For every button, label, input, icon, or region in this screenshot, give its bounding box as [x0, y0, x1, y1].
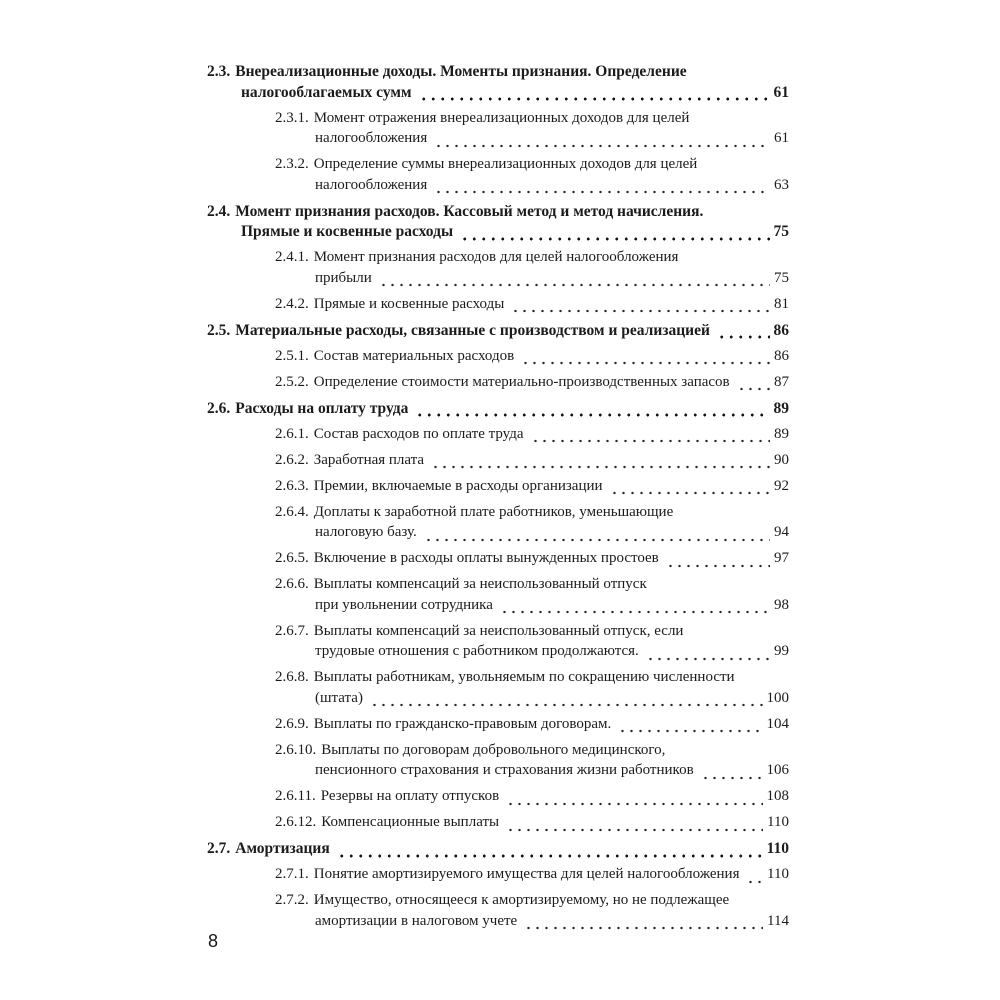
- toc-entry-line: [275, 426, 789, 447]
- toc-entry: [275, 156, 789, 197]
- entry-title-line: налоговую базу.: [315, 524, 417, 540]
- section-number: 2.6.9.: [275, 715, 309, 732]
- dot-leader: [531, 439, 770, 443]
- toc-entry: [207, 840, 789, 861]
- toc-entry-line: [275, 270, 789, 291]
- entry-title-line: Момент признания расходов. Кассовый метод и метод начисления.: [235, 202, 704, 220]
- toc-entry-line: [275, 110, 789, 131]
- dot-leader: [524, 926, 763, 930]
- dot-leader: [460, 237, 769, 241]
- dot-leader: [746, 880, 763, 884]
- entry-title-line: Выплаты компенсаций за неиспользованный отпуск: [313, 576, 647, 592]
- entry-title-line: Включение в расходы оплаты вынужденных простоев: [313, 550, 659, 566]
- entry-page-number: 86: [773, 321, 789, 339]
- section-number: 2.3.2.: [275, 156, 309, 172]
- toc-entry: [207, 63, 789, 104]
- section-number: 2.7.2.: [275, 892, 309, 908]
- dot-leader: [337, 854, 763, 858]
- entry-page-number: 98: [774, 596, 789, 613]
- entry-title-line: Выплаты работникам, увольняемым по сокращению численности: [313, 669, 735, 685]
- toc-entry-line: [207, 322, 789, 343]
- dot-leader: [506, 802, 762, 806]
- dot-leader: [506, 828, 763, 832]
- toc-entry-line: [275, 643, 789, 664]
- entry-page-number: 75: [774, 269, 789, 286]
- toc-entry-line: [275, 788, 789, 809]
- entry-page-number: 81: [774, 295, 789, 312]
- toc-entry-line: [207, 223, 789, 244]
- section-number: 2.6.1.: [275, 425, 309, 442]
- section-number: 2.4.2.: [275, 295, 309, 312]
- toc-entry: [275, 623, 789, 664]
- entry-title-line: Момент признания расходов для целей налогообложения: [313, 249, 679, 265]
- entry-page-number: 75: [773, 223, 789, 240]
- entry-title-line: Понятие амортизируемого имущества для целей налогообложения: [313, 866, 740, 882]
- entry-title-line: налогообложения: [315, 130, 428, 146]
- section-number: 2.6.11.: [275, 788, 316, 804]
- toc-entry-line: [275, 478, 789, 499]
- entry-title-line: при увольнении сотрудника: [315, 596, 493, 613]
- entry-title-line: Амортизация: [235, 840, 330, 857]
- entry-page-number: 92: [774, 477, 789, 494]
- toc-entry: [275, 296, 789, 317]
- entry-title-line: Выплаты компенсаций за неиспользованный отпуск, если: [313, 622, 684, 639]
- entry-page-number: 86: [774, 347, 789, 364]
- section-number: 2.6.2.: [275, 451, 309, 468]
- section-number: 2.6.: [207, 399, 231, 417]
- entry-title-line: трудовые отношения с работником продолжаются.: [315, 643, 639, 659]
- entry-page-number: 90: [774, 451, 789, 468]
- section-number: 2.4.: [207, 202, 231, 220]
- entry-page-number: 108: [766, 788, 789, 804]
- entry-title-line: Состав расходов по оплате труда: [313, 425, 524, 442]
- toc-entry: [275, 788, 789, 809]
- toc-entry-line: [275, 623, 789, 644]
- section-number: 2.3.: [207, 63, 231, 80]
- entry-title-line: пенсионного страхования и страхования жизни работников: [315, 762, 694, 778]
- toc-entry-line: [275, 452, 789, 473]
- entry-page-number: 97: [774, 550, 789, 566]
- toc-entry-line: [275, 690, 789, 711]
- toc-entry-line: [275, 576, 789, 597]
- dot-leader: [737, 387, 770, 391]
- toc-entry-line: [207, 84, 789, 105]
- toc-entry-line: [275, 156, 789, 177]
- section-number: 2.4.1.: [275, 249, 309, 265]
- entry-page-number: 110: [767, 814, 789, 830]
- entry-title-line: Имущество, относящееся к амортизируемому, но не подлежащее: [313, 892, 730, 908]
- dot-leader: [424, 538, 770, 542]
- entry-title-line: Доплаты к заработной плате работников, уменьшающие: [313, 503, 674, 520]
- section-number: 2.5.: [207, 321, 231, 339]
- dot-leader: [646, 657, 770, 661]
- footer-page-number: 8: [208, 931, 219, 951]
- toc-entry-line: [275, 524, 789, 545]
- section-number: 2.6.7.: [275, 622, 309, 639]
- entry-title-line: Заработная плата: [313, 451, 425, 468]
- table-of-contents: [207, 63, 789, 939]
- entry-title-line: Прямые и косвенные расходы: [241, 223, 454, 240]
- entry-page-number: 110: [767, 866, 789, 882]
- entry-page-number: 99: [774, 643, 789, 659]
- entry-title-line: Резервы на оплату отпусков: [320, 788, 500, 804]
- toc-entry-line: [275, 374, 789, 395]
- toc-entry: [275, 866, 789, 887]
- toc-entry: [275, 426, 789, 447]
- toc-entry-line: [275, 130, 789, 151]
- toc-entry-line: [275, 177, 789, 198]
- dot-leader: [666, 564, 770, 568]
- toc-entry: [275, 669, 789, 710]
- entry-page-number: 104: [766, 715, 789, 732]
- section-number: 2.6.12.: [275, 814, 317, 830]
- entry-title-line: Материальные расходы, связанные с производством и реализацией: [235, 321, 710, 339]
- toc-entry: [207, 322, 789, 343]
- entry-page-number: 89: [774, 425, 789, 442]
- dot-leader: [511, 309, 770, 313]
- entry-page-number: 61: [773, 83, 789, 101]
- dot-leader: [419, 97, 770, 101]
- toc-entry-line: [275, 892, 789, 913]
- entry-title-line: прибыли: [315, 269, 372, 286]
- section-number: 2.6.10.: [275, 741, 317, 758]
- toc-entry: [275, 576, 789, 617]
- dot-leader: [431, 465, 770, 469]
- toc-entry: [207, 203, 789, 244]
- dot-leader: [521, 361, 770, 365]
- toc-entry-line: [275, 249, 789, 270]
- section-number: 2.5.1.: [275, 347, 309, 364]
- toc-entry: [275, 249, 789, 290]
- toc-entry: [275, 892, 789, 933]
- entry-title-line: налогообложения: [315, 176, 428, 193]
- toc-entry: [275, 814, 789, 835]
- dot-leader: [434, 144, 770, 148]
- section-number: 2.5.2.: [275, 373, 309, 390]
- entry-page-number: 94: [774, 524, 789, 540]
- toc-entry-line: [275, 742, 789, 763]
- entry-page-number: 110: [766, 840, 789, 857]
- entry-title-line: Выплаты по договорам добровольного медицинского,: [321, 741, 666, 758]
- entry-page-number: 87: [774, 373, 789, 390]
- toc-entry-line: [275, 550, 789, 571]
- entry-page-number: 114: [767, 912, 789, 929]
- entry-title-line: Определение стоимости материально-производственных запасов: [313, 373, 730, 390]
- entry-title-line: амортизации в налоговом учете: [315, 912, 518, 929]
- entry-title-line: Прямые и косвенные расходы: [313, 295, 505, 312]
- entry-title-line: Расходы на оплату труда: [235, 399, 409, 417]
- entry-title-line: Компенсационные выплаты: [321, 814, 500, 830]
- dot-leader: [618, 729, 762, 733]
- toc-entry-line: [275, 597, 789, 618]
- entry-title-line: Определение суммы внереализационных доходов для целей: [313, 156, 698, 172]
- section-number: 2.6.3.: [275, 477, 309, 494]
- section-number: 2.3.1.: [275, 109, 309, 126]
- toc-entry-line: [207, 203, 789, 224]
- dot-leader: [370, 703, 763, 707]
- toc-entry: [275, 374, 789, 395]
- toc-entry-line: [275, 669, 789, 690]
- toc-entry-line: [275, 762, 789, 783]
- toc-entry: [275, 452, 789, 473]
- toc-entry-line: [275, 913, 789, 934]
- toc-entry-line: [275, 504, 789, 525]
- entry-title-line: Внереализационные доходы. Моменты признания. Определение: [235, 63, 687, 80]
- entry-title-line: Выплаты по гражданско-правовым договорам.: [313, 715, 612, 732]
- toc-entry: [207, 400, 789, 421]
- section-number: 2.6.8.: [275, 669, 309, 685]
- toc-entry: [275, 478, 789, 499]
- entry-title-line: Момент отражения внереализационных доходов для целей: [313, 109, 690, 126]
- toc-entry: [275, 348, 789, 369]
- section-number: 2.7.1.: [275, 866, 309, 882]
- entry-title-line: Премии, включаемые в расходы организации: [313, 477, 603, 494]
- section-number: 2.6.6.: [275, 576, 309, 592]
- section-number: 2.6.5.: [275, 550, 309, 566]
- toc-entry: [275, 504, 789, 545]
- toc-entry: [275, 716, 789, 737]
- toc-entry: [275, 110, 789, 151]
- entry-page-number: 106: [766, 762, 789, 778]
- entry-title-line: (штата): [315, 689, 363, 706]
- toc-entry-line: [275, 296, 789, 317]
- toc-entry-line: [207, 63, 789, 84]
- dot-leader: [415, 413, 769, 417]
- dot-leader: [379, 283, 770, 287]
- entry-title-line: налогооблагаемых сумм: [241, 83, 412, 101]
- section-number: 2.6.4.: [275, 503, 309, 520]
- toc-entry-line: [275, 348, 789, 369]
- dot-leader: [701, 776, 763, 780]
- toc-entry-line: [275, 716, 789, 737]
- toc-entry-line: [275, 866, 789, 887]
- entry-page-number: 100: [766, 689, 789, 706]
- dot-leader: [500, 610, 770, 614]
- dot-leader: [434, 190, 770, 194]
- entry-title-line: Состав материальных расходов: [313, 347, 515, 364]
- entry-page-number: 89: [773, 399, 789, 417]
- toc-entry-line: [207, 400, 789, 421]
- toc-entry: [275, 550, 789, 571]
- entry-page-number: 63: [774, 176, 789, 193]
- toc-entry-line: [207, 840, 789, 861]
- toc-entry: [275, 742, 789, 783]
- section-number: 2.7.: [207, 840, 231, 857]
- toc-entry-line: [275, 814, 789, 835]
- dot-leader: [610, 491, 770, 495]
- entry-page-number: 61: [774, 130, 789, 146]
- dot-leader: [717, 335, 770, 339]
